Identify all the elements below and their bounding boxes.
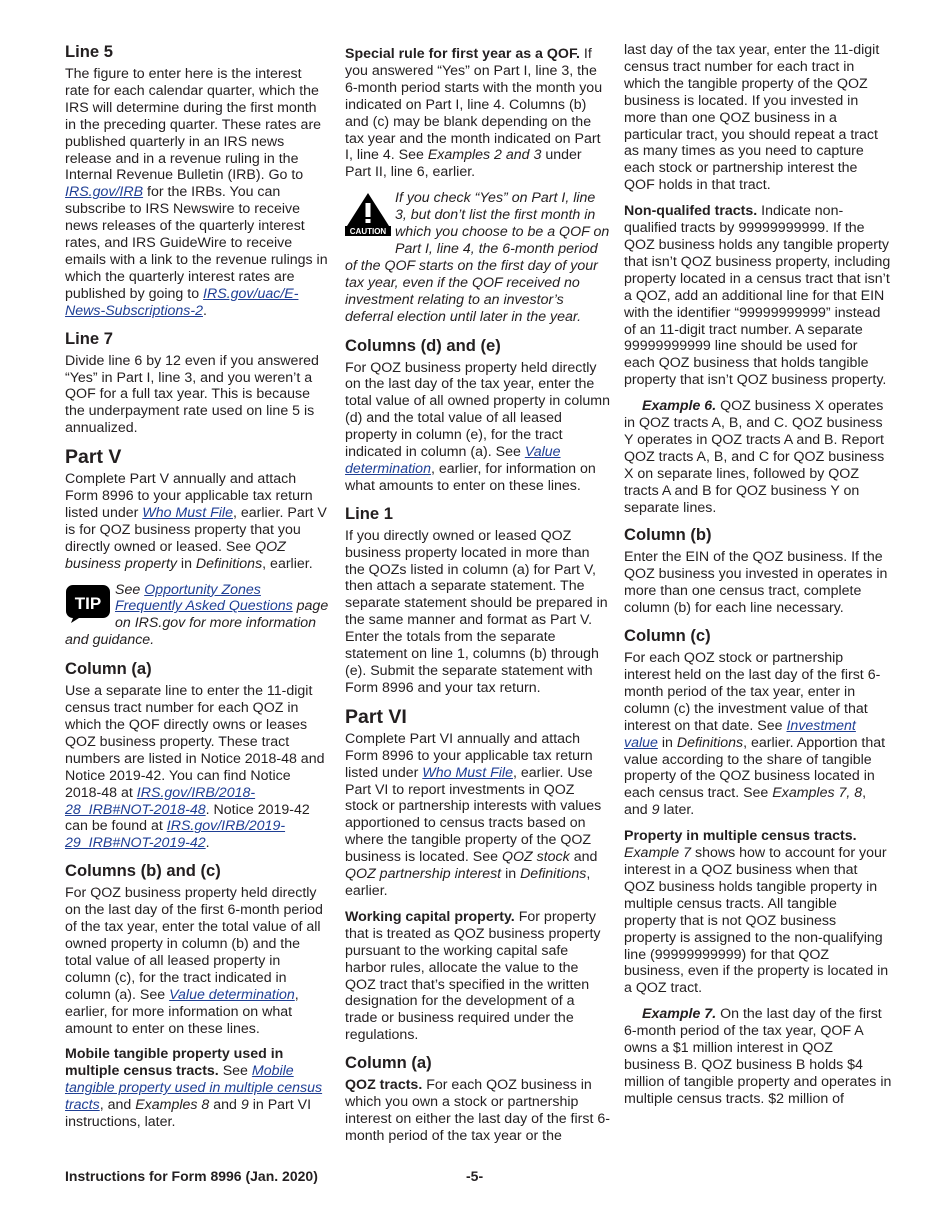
notice-2018-48-link[interactable]: IRS.gov/IRB/2018-28_IRB#NOT-2018-48 [65,784,256,818]
column-b-heading: Column (b) [624,525,712,545]
part6-paragraph: Complete Part VI annually and attach Form 8996 to your applicable tax return listed under Who Must File, earlier. Use Part VI to report investments in QOZ stock or partnership interests with values apportioned to census tracts based on where the tangible property of the QOZ business is located. See QOZ stock and QOZ partnership interest in Definitions, earlier. [345,730,602,899]
tip-note: TIP See Opportunity Zones Frequently Asked Questions page on IRS.gov for more information and guidance. [65,581,329,649]
columns-d-e-heading: Columns (d) and (e) [345,335,501,355]
example6-paragraph: Example 6. QOZ business X operates in QOZ tracts A, B, and C. QOZ business Y operates in QOZ tracts A and B. Report QOZ tracts A, B, and C for QOZ business X on separate lines, followed by QOZ tracts A and B for QOZ business Y on separate lines. [624,398,885,516]
part5-paragraph: Complete Part V annually and attach Form 8996 to your applicable tax return listed under Who Must File, earlier. Part V is for QOZ business property that you directly owned or leased. See QOZ business property in Definitions, earlier. [65,471,327,572]
example7-paragraph: Example 7. On the last day of the first 6-month period of the tax year, QOF A owns a $1 million interest in QOZ business B. QOZ business B holds $4 million of tangible property and operates in multiple census tracts. $2 million of [624,1006,892,1107]
column-a-heading-2: Column (a) [345,1053,432,1073]
special-rule-paragraph: Special rule for first year as a QOF. If you answered “Yes” on Part I, line 3, the 6-month period starts with the month you indicated on Part I, line 4. Columns (b) and (c) may be blank depending on the tax year and the month indicated on Part I, line 4. See Examples 2 and 3 under Part II, line 6, earlier. [345,46,603,181]
columns-b-c-paragraph: For QOZ business property held directly on the last day of the first 6-month period of the tax year, enter the total value of all owned property in column (b) and the total value of all leased property in column (c), for the tract indicated in column (a). See Value determination, earlier, for more information on what amount to enter on these lines. [65,885,323,1037]
non-qualified-tracts-paragraph: Non-qualifed tracts. Indicate non-qualified tracts by 99999999999. If the QOZ business holds any tangible property that isn’t QOZ business property, including property located in a census tract that isn’t a QOZ, add an additional line for that EIN with the identifier “99999999999” instead of an 11-digit tract number. A separate 99999999999 line should be used for each QOZ business that holds tangible property that isn’t QOZ business property. [624,203,891,389]
column-b-paragraph: Enter the EIN of the QOZ business. If the QOZ business you invested in operates in more than one census tract, complete column (b) for each line necessary. [624,549,888,617]
svg-text:CAUTION: CAUTION [349,227,387,237]
irb-link[interactable]: IRS.gov/IRB [65,184,144,201]
opportunity-zones-faq-link[interactable]: Opportunity Zones Frequently Asked Questions [115,581,293,615]
who-must-file-link[interactable]: Who Must File [142,504,233,521]
tip-icon [65,584,111,629]
svg-text:TIP: TIP [74,593,102,613]
value-determination-link-2[interactable]: Value determination [345,444,561,477]
mobile-tangible-property-link[interactable]: Mobile tangible property used in multiple census tracts [65,1063,323,1114]
column-c-paragraph: For each QOZ stock or partnership interest held on the last day of the first 6-month period of the tax year, enter in column (c) the investment value of that interest on that date. See Investment value in Definitions, earlier. Apportion that value according to the share of tangible property of the QOZ business located in each census tract. See Examples 7, 8, and 9 later. [624,650,886,819]
columns-d-e-paragraph: For QOZ business property held directly on the last day of the tax year, enter the total value of all owned property in column (d) and the total value of all leased property in column (e), for the tract indicated in column (a). See Value determination, earlier, for information on what amounts to enter on these lines. [345,359,610,494]
value-determination-link[interactable]: Value determination [169,986,295,1003]
line7-heading: Line 7 [65,328,113,348]
footer-form-title: Instructions for Form 8996 (Jan. 2020) [65,1168,318,1184]
news-subscriptions-link[interactable]: IRS.gov/uac/E-News-Subscriptions-2 [65,285,299,319]
column-middle [345,46,610,1154]
mobile-property-paragraph: Mobile tangible property used in multiple census tracts. See Mobile tangible property used in multiple census tracts, and Examples 8 and 9 in Part VI instructions, later. [65,1046,323,1131]
notice-2019-42-link[interactable]: IRS.gov/IRB/2019-29_IRB#NOT-2019-42 [65,818,286,852]
working-capital-paragraph: Working capital property. For property that is treated as QOZ business property pursuant to the working capital safe harbor rules, allocate the value to the QOZ tract that’s specified in the written designation for the development of a trade or business required under the regulations. [345,908,601,1044]
line5-heading: Line 5 [65,42,113,61]
columns-b-c-heading: Columns (b) and (c) [65,861,221,881]
line1-heading: Line 1 [345,503,393,523]
column-a-paragraph: Use a separate line to enter the 11-digit census tract number for each QOZ in which the QOF directly owns or leases QOZ business property. These tract numbers are listed in Notice 2018-48 and Notice 2019-42. You can find Notice 2018-48 at IRS.gov/IRB/2018-28_IRB#NOT-2018-48. Notice 2019-42 can be found at IRS.gov/IRB/2019-29_IRB#NOT-2019-42. [65,683,325,852]
line7-paragraph: Divide line 6 by 12 even if you answered “Yes” in Part I, line 3, and you weren’t a QOF for a full tax year. This is because the underpayment rate used on line 5 is annualized. [65,352,319,437]
page-number: -5- [466,1168,484,1184]
qoz-tracts-paragraph: QOZ tracts. For each QOZ business in which you own a stock or partnership interest on either the last day of the first 6-month period of the tax year or the [345,1077,610,1144]
column-c-heading: Column (c) [624,626,711,646]
caution-note: CAUTION If you check “Yes” on Part I, line 3, but don’t list the first month in which you choose to be a QOF on Part I, line 4, the 6-month period of the QOF starts on the first day of your tax year, even if the QOF received no investment relating to an investor’s deferral election until later in the year. [345,190,610,325]
column-right [624,42,892,1117]
column-left [65,42,329,1140]
tract-continuation-paragraph: last day of the tax year, enter the 11-digit census tract number for each tract in which the tangible property of the QOZ business is located. If you invested in more than one QOZ business in a particular tract, you should repeat a tract as many times as you need to capture each stock or partnership interest the QOF holds in that tract. [624,42,880,194]
line5-paragraph: The figure to enter here is the interest rate for each calendar quarter, which the IRS will determine during the first month in the preceding quarter. These rates are published quarterly in an IRS news release and in a revenue ruling in the Internal Revenue Bulletin (IRB). Go to IRS.gov/IRB for the IRBs. You can subscribe to IRS Newswire to receive news releases of the quarterly interest rates, and IRS GuideWire to receive emails with a link to the revenue rulings in which the quarterly interest rates are published by going to IRS.gov/uac/E-News-Subscriptions-2. [65,66,328,319]
part5-heading: Part V [65,446,122,469]
who-must-file-link-2[interactable]: Who Must File [422,764,513,781]
part6-heading: Part VI [345,705,407,728]
column-a-heading: Column (a) [65,659,152,679]
line1-paragraph: If you directly owned or leased QOZ business property located in more than the QOZs listed in column (a) for Part V, then attach a separate statement. The separate statement should be prepared in the same manner and format as Part V. Enter the totals from the separate statement on line 1, columns (b) through (e). Submit the separate statement with Form 8996 and your tax return. [345,527,608,696]
caution-icon [345,192,391,241]
investment-value-link[interactable]: Investment value [624,717,856,751]
multiple-tracts-paragraph: Property in multiple census tracts. Example 7 shows how to account for your interest in a QOZ business when that QOZ business holds tangible property in multiple census tracts. All tangible property that is not QOZ business property is assigned to the non-qualifying line (99999999999) for that QOZ business, even if the property is located in a QOZ tract. [624,828,889,997]
